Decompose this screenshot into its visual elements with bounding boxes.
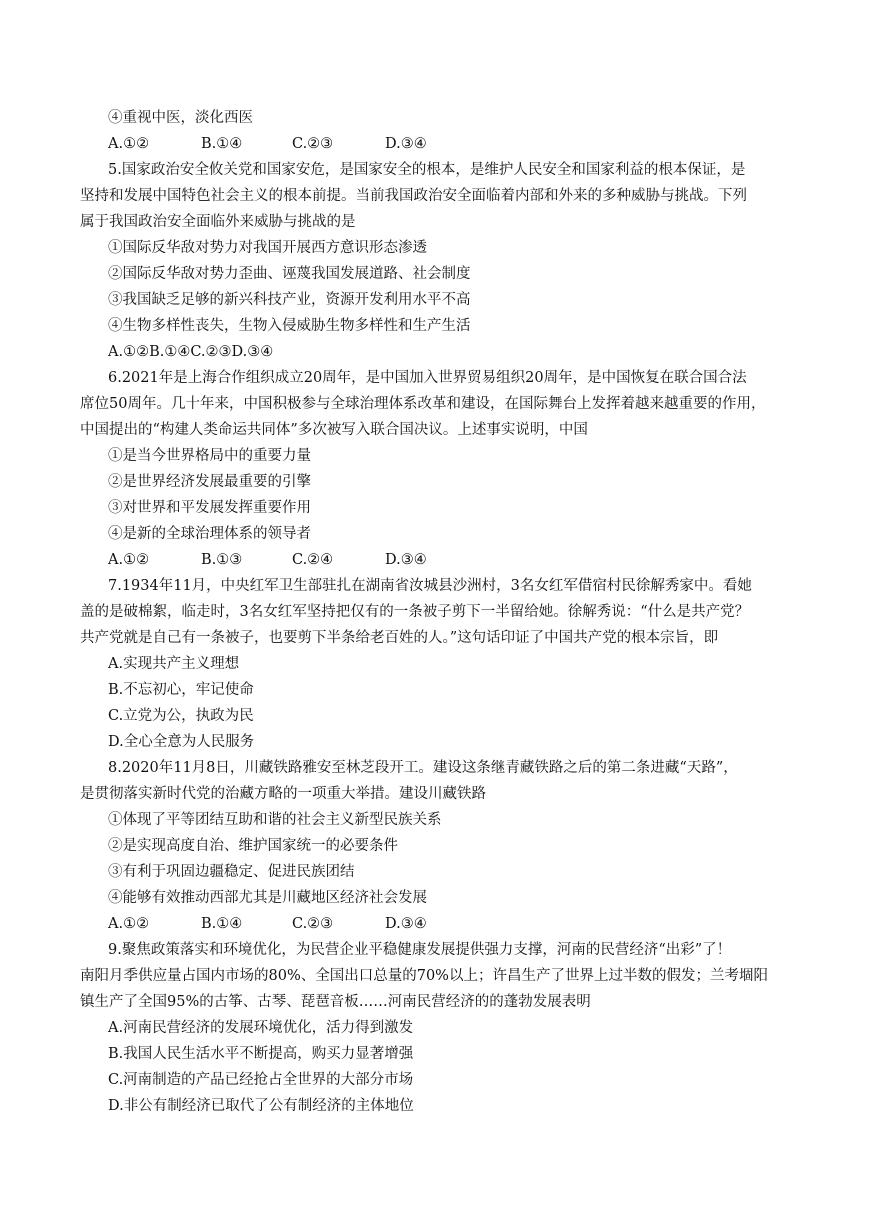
q5-option-2: ②国际反华敌对势力歪曲、诬蔑我国发展道路、社会制度	[108, 266, 471, 282]
q6-option-3: ③对世界和平发展发挥重要作用	[108, 500, 311, 516]
q7-option-b: B.不忘初心，牢记使命	[108, 682, 254, 698]
q8-option-3: ③有利于巩固边疆稳定、促进民族团结	[108, 864, 355, 880]
q7-stem-line-1: 7.1934年11月，中央红军卫生部驻扎在湖南省汝城县沙洲村，3名女红军借宿村民徐解秀家中。看她	[108, 578, 752, 594]
q6-answer-d: D.③④	[385, 552, 427, 568]
q8-answer-b: B.①④	[201, 916, 243, 932]
q5-stem-line-3: 属于我国政治安全面临外来威胁与挑战的是	[80, 214, 356, 230]
q8-option-2: ②是实现高度自治、维护国家统一的必要条件	[108, 838, 398, 854]
q6-option-4: ④是新的全球治理体系的领导者	[108, 526, 311, 542]
q6-answer-b: B.①③	[201, 552, 243, 568]
q7-option-d: D.全心全意为人民服务	[108, 734, 255, 750]
q7-stem-line-2: 盖的是破棉絮，临走时，3名女红军坚持把仅有的一条被子剪下一半留给她。徐解秀说：“什么是共产党？	[80, 604, 750, 620]
q7-option-a: A.实现共产主义理想	[108, 656, 240, 672]
q5-stem-line-1: 5.国家政治安全攸关党和国家安危，是国家安全的根本，是维护人民安全和国家利益的根本保证，是	[108, 162, 746, 178]
q7-stem-line-3: 共产党就是自己有一条被子，也要剪下半条给老百姓的人。”这句话印证了中国共产党的根本宗旨，即	[80, 630, 719, 646]
q5-option-4: ④生物多样性丧失，生物入侵威胁生物多样性和生产生活	[108, 318, 471, 334]
q9-stem-line-2: 南阳月季供应量占国内市场的80%、全国出口总量的70%以上；许昌生产了世界上过半数的假发；兰考堌阳	[80, 968, 768, 984]
q8-answer-a: A.①②	[108, 916, 150, 932]
q4-option-4: ④重视中医，淡化西医	[108, 110, 253, 126]
q4-answer-c: C.②③	[292, 136, 334, 152]
q4-answer-d: D.③④	[385, 136, 427, 152]
q9-option-b: B.我国人民生活水平不断提高，购买力显著增强	[108, 1046, 414, 1062]
q4-answer-a: A.①②	[108, 136, 150, 152]
q9-stem-line-1: 9.聚焦政策落实和环境优化，为民营企业平稳健康发展提供强力支撑，河南的民营经济“出彩”了！	[108, 942, 732, 958]
q6-answer-c: C.②④	[292, 552, 334, 568]
q9-option-d: D.非公有制经济已取代了公有制经济的主体地位	[108, 1098, 414, 1114]
q9-option-a: A.河南民营经济的发展环境优化，活力得到激发	[108, 1020, 414, 1036]
q8-option-4: ④能够有效推动西部尤其是川藏地区经济社会发展	[108, 890, 427, 906]
q8-answer-c: C.②③	[292, 916, 334, 932]
q6-option-2: ②是世界经济发展最重要的引擎	[108, 474, 311, 490]
q8-stem-line-2: 是贯彻落实新时代党的治藏方略的一项重大举措。建设川藏铁路	[80, 786, 486, 802]
q7-option-c: C.立党为公，执政为民	[108, 708, 254, 724]
q8-stem-line-1: 8.2020年11月8日，川藏铁路雅安至林芝段开工。建设这条继青藏铁路之后的第二条进藏“天路”，	[108, 760, 738, 776]
q8-answer-d: D.③④	[385, 916, 427, 932]
q9-option-c: C.河南制造的产品已经抢占全世界的大部分市场	[108, 1072, 414, 1088]
q5-answer-choices: A.①②B.①④C.②③D.③④	[108, 344, 274, 360]
q6-stem-line-1: 6.2021年是上海合作组织成立20周年，是中国加入世界贸易组织20周年，是中国恢复在联合国合法	[108, 370, 747, 386]
q9-stem-line-3: 镇生产了全国95%的古筝、古琴、琵琶音板……河南民营经济的的蓬勃发展表明	[80, 994, 591, 1010]
q6-answer-a: A.①②	[108, 552, 150, 568]
q4-answer-b: B.①④	[201, 136, 243, 152]
q6-stem-line-2: 席位50周年。几十年来，中国积极参与全球治理体系改革和建设，在国际舞台上发挥着越来越重要的作用，	[80, 396, 766, 412]
q5-option-3: ③我国缺乏足够的新兴科技产业，资源开发利用水平不高	[108, 292, 471, 308]
q6-option-1: ①是当今世界格局中的重要力量	[108, 448, 311, 464]
q8-option-1: ①体现了平等团结互助和谐的社会主义新型民族关系	[108, 812, 442, 828]
q5-stem-line-2: 坚持和发展中国特色社会主义的根本前提。当前我国政治安全面临着内部和外来的多种威胁与挑战。下列	[80, 188, 747, 204]
q6-stem-line-3: 中国提出的“构建人类命运共同体”多次被写入联合国决议。上述事实说明，中国	[80, 422, 588, 438]
q5-option-1: ①国际反华敌对势力对我国开展西方意识形态渗透	[108, 240, 427, 256]
